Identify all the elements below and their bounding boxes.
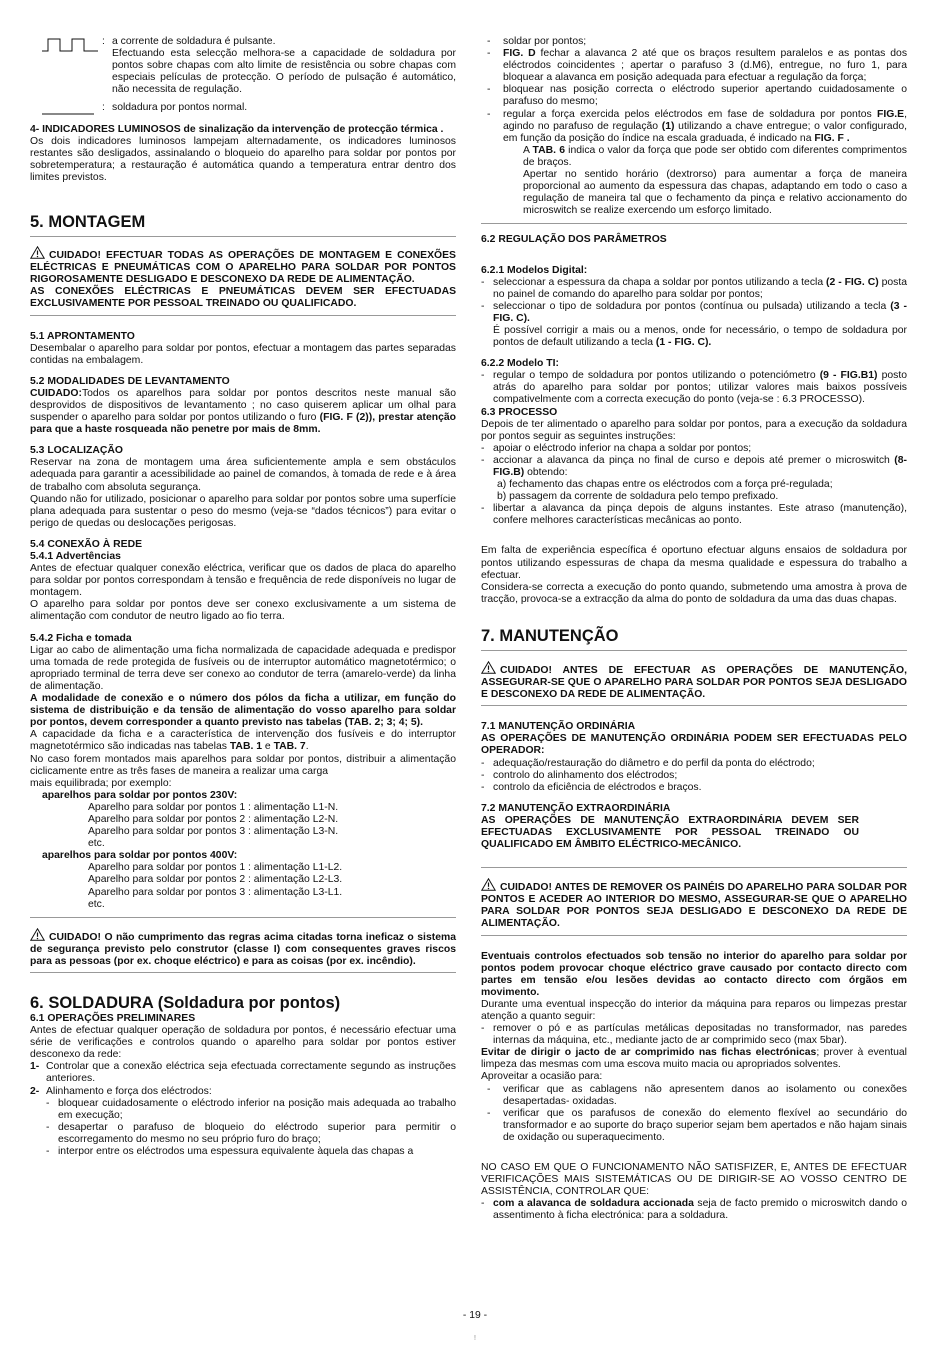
s52-text: Todos os aparelhos para soldar por pontos descritos neste manual são desprovidos de dispositivos de levantamento ; no caso quiserem aplicar um olhal para suspender o aparelho para soldar por pontos utilizando o furo: [30, 387, 456, 424]
s62-title: 6.2 REGULAÇÃO DOS PARÂMETROS: [481, 234, 667, 246]
s541-title: 5.4.1 Advertências: [30, 551, 121, 562]
s52-title: 5.2 MODALIDADES DE LEVANTAMENTO: [30, 375, 230, 387]
warn2: [30, 928, 456, 968]
s622-c: posto atrás do aparelho para soldar por pontos; utilizar valores mais baixos possíveis compativelmente com a correcta execução do ponto (veja-se : 6.3 PROCESSO).: [493, 370, 907, 406]
s63-list: [481, 443, 907, 528]
s61-item-2: [30, 1086, 456, 1159]
cont-item: [481, 36, 907, 48]
s542-text-1: Ligar ao cabo de alimentação uma ficha normalizada de capacidade adequada e predispor uma tomada de rede protegida de fusíveis ou de interruptor automático magnetotérmico; o apropriado terminal de terra deve ser conexo ao condutor de terra (amarelo-verde) da linha de alimentação.: [30, 644, 456, 692]
s6-title: 6. SOLDADURA (Soldadura por pontos): [30, 994, 341, 1012]
s71-title: 7.1 MANUTENÇÃO ORDINÁRIA: [481, 721, 636, 733]
t230-row-etc: etc.: [88, 838, 105, 850]
pulse-colon: :: [102, 36, 105, 47]
t400-title: aparelhos para soldar por pontos 400V:: [42, 850, 238, 862]
s541-text-1: Antes de efectuar qualquer conexão eléctrica, verificar que os dados de placa do aparelho para soldar por pontos correspondam à tensão e frequência de rede disponíveis no lugar de montagem.: [30, 563, 456, 599]
s542-bold: A modalidade de conexão e o número dos pólos da ficha a utilizar, em função do sistema de distribuição e da tensão de alimentação do vosso aparelho para soldar por pontos, devem corresponder a quanto previsto nas tabelas (TAB. 2; 3; 4; 5).: [30, 693, 456, 729]
s63-item-1: - apoiar o eléctrodo inferior na chapa a soldar por pontos;: [481, 443, 907, 455]
tab6-b: TAB. 6: [532, 144, 565, 156]
warn3: [481, 878, 907, 930]
s621-item-1: [481, 277, 907, 301]
evitar-text: ; prover à eventual limpeza das mesmas com uma escova muito macia ou apropriados solventes.: [481, 1047, 907, 1071]
cont-text: soldar por pontos;: [503, 36, 587, 47]
t400-row-etc: etc.: [88, 898, 105, 910]
s71-list: [481, 758, 907, 794]
r-list-1: [481, 36, 907, 217]
tab6-c: indica o valor da força que pode ser obtido com diferentes comprimentos de braços.: [523, 144, 907, 168]
list-item: - verificar que os parafusos de conexão do elemento flexível ao secundário do transformador e ao suporte do braço superior sejam bem apertados e não hajam sinais de oxidação ou superaquecimento.: [481, 1108, 907, 1144]
insp-list: [481, 1023, 907, 1047]
warning-icon: [481, 878, 496, 891]
s542-text-4: mais equilibrada; por exemplo:: [30, 777, 172, 789]
s7-rule-2: [481, 705, 907, 706]
s622-item: [481, 370, 907, 406]
warning-icon: [481, 661, 496, 674]
reg-c: utilizando a chave entregue; o valor configurado, em função da posição do índice na escala graduada, é indicado na: [503, 120, 908, 144]
t400-row-2: Aparelho para soldar por pontos 2 : alimentação L2-L3.: [88, 874, 343, 886]
s61-item-1: [30, 1061, 456, 1085]
s53-text-1: Reservar na zona de montagem uma área suficientemente ampla e sem obstáculos adequada para garantir a acessibilidade ao painel de comandos, à tomada de rede e à área de trabalho com absoluta segurança.: [30, 457, 456, 493]
apertar: Apertar no sentido horário (dextrorso) para aumentar a força de maneira proporcional ao aumento da espessura das chapas, adaptando em todo o caso a regulação de maneira tal que o fechamento da pinça e relativo accionamento do microswitch se realize exercendo um esforço limitado.: [523, 169, 907, 217]
s542-text-3: No caso forem montados mais aparelhos para soldar por pontos, distribuir a alimentação ciclicamente entre as três fases de maneira a realizar uma carga: [30, 753, 456, 777]
s7-title: 7. MANUTENÇÃO: [481, 626, 619, 645]
page-mark: !: [474, 1335, 476, 1342]
s63-title: 6.3 PROCESSO: [481, 406, 558, 418]
s7-warn-text: CUIDADO! ANTES DE EFECTUAR AS OPERAÇÕES DE MANUTENÇÃO, ASSEGURAR-SE QUE O APARELHO PARA SOLDAR POR PONTOS SEJA DESLIGADO E DESCONEXO DA REDE DE ALIMENTAÇÃO.: [481, 664, 907, 701]
s61-title: 6.1 OPERAÇÕES PRELIMINARES: [30, 1013, 196, 1024]
evitar-bold: Evitar de dirigir o jacto de ar comprimido nas fichas electrónicas: [481, 1047, 817, 1059]
warn3-rule: [481, 867, 907, 868]
s54-title: 5.4 CONEXÃO À REDE: [30, 538, 143, 550]
s63-item-2: [481, 455, 907, 503]
s63-text3: Considera-se correcta a execução do ponto quando, submetendo uma amostra à prova de tracção, provoca-se a extracção da alma do ponto de soldadura da uma das duas chapas.: [481, 581, 907, 605]
s51-text: Desembalar o aparelho para soldar por pontos, efectuar a montagem das partes separadas contidas na embalagem.: [30, 342, 456, 366]
right-column: [481, 36, 907, 1223]
s52-bold: CUIDADO:: [30, 387, 82, 399]
s621-2d: (1 - FIG. C).: [655, 337, 712, 349]
s542-text-2a: A capacidade da ficha e a característica de intervenção dos fusíveis e do interruptor magnetotérmico são indicadas nas tabelas: [30, 729, 456, 753]
left-column: [30, 36, 456, 1158]
t230-row-3: Aparelho para soldar por pontos 3 : alimentação L3-N.: [88, 826, 339, 838]
s622-a: regular o tempo de soldadura por pontos utilizando o potenciómetro: [493, 370, 816, 382]
insp-item: - remover o pó e as partículas metálicas depositadas no transformador, nas paredes internas da máquina, etc., mediante jacto de ar comprimido seco (max 5bar).: [481, 1023, 907, 1047]
caso-bold: com a alavanca de soldadura accionada: [493, 1198, 694, 1210]
list-item: - desapertar o parafuso de bloqueio do eléctrodo superior para permitir o escorregamento do mesmo no seu próprio furo do braço;: [46, 1122, 456, 1146]
t230-row-1: Aparelho para soldar por pontos 1 : alimentação L1-N.: [88, 801, 339, 813]
warning-icon: [30, 928, 45, 941]
list-item: - interpor entre os eléctrodos uma espessura equivalente àquela das chapas a: [46, 1146, 456, 1158]
page-number: - 19 -: [462, 1310, 488, 1321]
pulse-wave-icon: [42, 38, 98, 52]
t230-title: aparelhos para soldar por pontos 230V:: [42, 789, 238, 801]
s621-1c: posta no painel de comando do aparelho para soldar por pontos;: [493, 276, 907, 300]
s542-text-2: A capacidade da ficha e a característica de intervenção dos fusíveis e do interruptor magnetotérmico são indicadas nas tabelas TAB. 1 e TAB. 7.: [30, 729, 456, 753]
t230-row-2: Aparelho para soldar por pontos 2 : alimentação L2-N.: [88, 813, 339, 825]
s4-text: Os dois indicadores luminosos lampejam alternadamente, os indicadores luminosos restantes são desligados, assinalando o bloqueio do aparelho para soldar por pontos por sobretemperatura; a restauração é automática quando a temperatura entrar dentro dos limites previstos.: [30, 135, 456, 183]
s71-bold: AS OPERAÇÕES DE MANUTENÇÃO ORDINÁRIA PODEM SER EFECTUADAS PELO OPERADOR:: [481, 733, 907, 757]
continuous-line-icon: [42, 104, 94, 116]
s621-item-2: [481, 301, 907, 349]
s52-para: [30, 388, 456, 436]
pulse-text-2: Efectuando esta selecção melhora-se a capacidade de soldadura por pontos sobre chapas com alto limite de resistência ou sobre chapas com especiais películas de protecção. O período de pulsação é automático, não necessita de regulação.: [112, 48, 456, 96]
s63-li2c: obtendo:: [527, 467, 568, 478]
s63-li2a: accionar a alavanca da pinça no final de curso e depois até premer o microswitch: [493, 454, 890, 466]
warn3-text: CUIDADO! ANTES DE REMOVER OS PAINÉIS DO APARELHO PARA SOLDAR POR PONTOS E ACEDER AO INTERIOR DO MESMO, ASSEGURAR-SE QUE O APARELHO PARA SOLDAR POR PONTOS SEJA DESLIGADO E DESCONEXO DA REDE DE ALIMENTAÇÃO.: [481, 882, 907, 930]
s621-1a: seleccionar a espessura da chapa a soldar por pontos utilizando a tecla: [493, 276, 824, 288]
s5-title: 5. MONTAGEM: [30, 213, 146, 232]
s63-b: b) passagem da corrente de soldadura pelo tempo prefixado.: [497, 491, 779, 503]
event-bold: Eventuais controlos efectuados sob tensão no interior do aparelho para soldar por pontos podem provocar choque eléctrico grave causado por contacto directo com partes em tensão e/ou lesões devidas ao contacto directo com órgãos em movimento.: [481, 950, 907, 998]
s52-bold2: (FIG. F (2)), prestar atenção para que a haste rosqueada não penetre por mais de 8mm.: [30, 412, 456, 436]
s63-text: Depois de ter alimentado o aparelho para soldar por pontos, para a execução da soldadura por pontos seguir as seguintes instruções:: [481, 418, 907, 442]
figd-bold: FIG. D: [503, 48, 536, 60]
warn2-rule: [30, 917, 456, 918]
list-item: - controlo da eficiência de eléctrodos e braços.: [481, 782, 907, 794]
figd-item: [481, 48, 907, 84]
warning-icon: [30, 246, 45, 259]
list-item: - verificar que as cablagens não apresentem danos ao isolamento ou conexões desapertadas- oxidadas.: [481, 1084, 907, 1108]
insp-text: Durante uma eventual inspecção do interior da máquina para reparos ou limpezas prestar atenção a quanto seguir:: [481, 998, 907, 1022]
s7-warning: [481, 661, 907, 701]
s622-list: [481, 370, 907, 406]
s622-b: (9 - FIG.B1): [819, 370, 878, 382]
s61-list: [30, 1061, 456, 1158]
s61-num-2: 2-: [30, 1085, 40, 1097]
s5-warn-2: AS CONEXÕES ELÉCTRICAS E PNEUMÁTICAS DEVEM SER EFECTUADAS EXCLUSIVAMENTE POR PESSOAL TREINADO OU QUALIFICADO.: [30, 286, 456, 310]
reg-item: [481, 109, 907, 218]
aprov: Aproveitar a ocasião para:: [481, 1071, 603, 1083]
figd-text: fechar a alavanca 2 até que os braços resultem paralelos e as pontas dos eléctrodos coincidentes ; apertar o parafuso 3 (d.M6), entregue, no furo 1, para bloquear a alavanca em posição adequada para efectuar a regulação da força;: [503, 48, 908, 84]
normal-text: soldadura por pontos normal.: [112, 102, 248, 114]
caso-item: [481, 1198, 907, 1222]
bloq-item: - bloquear nas posição correcta o eléctrodo superior apertando cuidadosamente o parafuso do mesmo;: [481, 84, 907, 108]
s63-item-3: - libertar a alavanca da pinça depois de alguns instantes. Este atraso (manutenção), confere melhores características mecânicas ao ponto.: [481, 503, 907, 527]
s61-item-1-text: Controlar que a conexão eléctrica seja efectuada correctamente segundo as instruções anteriores.: [46, 1061, 456, 1085]
s5-warning: [30, 246, 456, 286]
s51-title: 5.1 APRONTAMENTO: [30, 330, 135, 342]
tab6-a: A: [523, 144, 530, 156]
s541-text-2: O aparelho para soldar por pontos deve ser conexo exclusivamente a um sistema de alimentação com condutor de neutro ligado ao fio terra.: [30, 599, 456, 623]
list-item: - adequação/restauração do diâmetro e do perfil da ponta do eléctrodo;: [481, 758, 907, 770]
warn3-rule-2: [481, 935, 907, 936]
normal-row: [30, 102, 456, 114]
aprov-list: [481, 1084, 907, 1144]
evitar-para: [481, 1047, 907, 1071]
caso-text: seja de facto premido o microswitch dando o assentimento à ficha electrónica: para a soldadura.: [493, 1198, 907, 1222]
s72-bold: AS OPERAÇÕES DE MANUTENÇÃO EXTRAORDINÁRIA DEVEM SER EFECTUADAS EXCLUSIVAMENTE POR PESSOAL TREINADO OU QUALIFICADO EM ÂMBITO ELÉCTRICO-MECÂNICO.: [481, 814, 859, 851]
pulse-row: [30, 36, 456, 96]
s62-rule: [481, 223, 907, 224]
s542-title: 5.4.2 Ficha e tomada: [30, 632, 132, 644]
s542-tab7: TAB. 7: [273, 741, 306, 753]
reg-1: (1): [661, 120, 675, 132]
s621-2b: (3 - FIG. C).: [493, 300, 907, 324]
caso-list: [481, 1198, 907, 1222]
reg-figf: FIG. F .: [814, 132, 850, 144]
s61-num-1: 1-: [30, 1061, 40, 1073]
s61-text: Antes de efectuar qualquer operação de soldadura por pontos, é necessário efectuar uma série de verificações e controlos quando o aparelho para soldar por pontos estiver desconexo da rede:: [30, 1025, 456, 1061]
s7-rule: [481, 650, 907, 651]
s542-and: e: [264, 741, 271, 753]
reg-b: , agindo no parafuso de regulação: [503, 108, 908, 132]
normal-colon: :: [102, 102, 105, 114]
s53-title: 5.3 LOCALIZAÇÃO: [30, 445, 123, 457]
s72-title: 7.2 MANUTENÇÃO EXTRAORDINÁRIA: [481, 802, 671, 814]
s53-text-2: Quando não for utilizado, posicionar o aparelho para soldar por pontos sobre uma superfície plana adequada para sustentar o peso do mesmo (veja-se “dados técnicos”) para evitar o perigo de quedas ou deslocações perigosas.: [30, 493, 456, 529]
list-item: - controlo do alinhamento dos eléctrodos;: [481, 770, 907, 782]
s542-tab1: TAB. 1: [229, 741, 262, 753]
reg-a: regular a força exercida pelos eléctrodos em fase de soldadura por pontos: [503, 108, 872, 120]
s621-1b: (2 - FIG. C): [826, 276, 879, 288]
t400-row-3: Aparelho para soldar por pontos 3 : alimentação L3-L1.: [88, 886, 343, 898]
reg-fige: FIG.E: [876, 108, 905, 120]
warn2-text: CUIDADO! O não cumprimento das regras acima citadas torna ineficaz o sistema de segurança previsto pelo construtor (classe I) com consequentes graves riscos para as pessoas (por ex. choque eléctrico) e para as coisas (por ex. incêndio).: [30, 931, 456, 967]
s5-warn-1: CUIDADO! EFECTUAR TODAS AS OPERAÇÕES DE MONTAGEM E CONEXÕES ELÉCTRICAS E PNEUMÁTICAS COM O APARELHO PARA SOLDAR POR PONTOS RIGOROSAMENTE DESLIGADO E DESCONEXO DA REDE DE ALIMENTAÇÃO.: [30, 250, 456, 286]
pulse-text-1: a corrente de soldadura é pulsante.: [112, 36, 276, 47]
s621-list: [481, 277, 907, 350]
tab6-para: [503, 145, 907, 169]
warn2-rule-2: [30, 972, 456, 973]
s5-rule-2: [30, 315, 456, 316]
s622-title: 6.2.2 Modelo TI:: [481, 358, 559, 370]
s61-item-2-text: Alinhamento e força dos eléctrodos:: [46, 1085, 212, 1097]
s63-text2: Em falta de experiência específica é oportuno efectuar alguns ensaios de soldadura por pontos utilizando espessuras de chapa da mesma qualidade e espessura do trabalho a efectuar.: [481, 545, 907, 581]
t400-row-1: Aparelho para soldar por pontos 1 : alimentação L1-L2.: [88, 862, 343, 874]
s621-2c: É possível corrigir a mais ou a menos, onde for necessário, o tempo de soldadura por pontos de default utilizando a tecla: [493, 324, 907, 349]
s621-2a: seleccionar o tipo de soldadura por pontos (contínua ou pulsada) utilizando a tecla: [493, 300, 887, 312]
s4-title: 4- INDICADORES LUMINOSOS de sinalização da intervenção de protecção térmica .: [30, 123, 444, 135]
list-item: - bloquear cuidadosamente o eléctrodo inferior na posição mais adequada ao trabalho em execução;: [46, 1098, 456, 1122]
s63-a: a) fechamento das chapas entre os eléctrodos com a força pré-regulada;: [497, 479, 833, 491]
s621-title: 6.2.1 Modelos Digital:: [481, 264, 588, 276]
s61-sublist: [46, 1098, 456, 1158]
s5-rule: [30, 236, 456, 237]
s63-li2b: (8- FIG.B): [493, 454, 907, 478]
caso: NO CASO EM QUE O FUNCIONAMENTO NÃO SATISFIZER, E, ANTES DE EFECTUAR VERIFICAÇÕES MAIS SISTEMÁTICAS OU DE DIRIGIR-SE AO VOSSO CENTRO DE ASSISTÊNCIA, CONTROLAR QUE:: [481, 1162, 907, 1198]
